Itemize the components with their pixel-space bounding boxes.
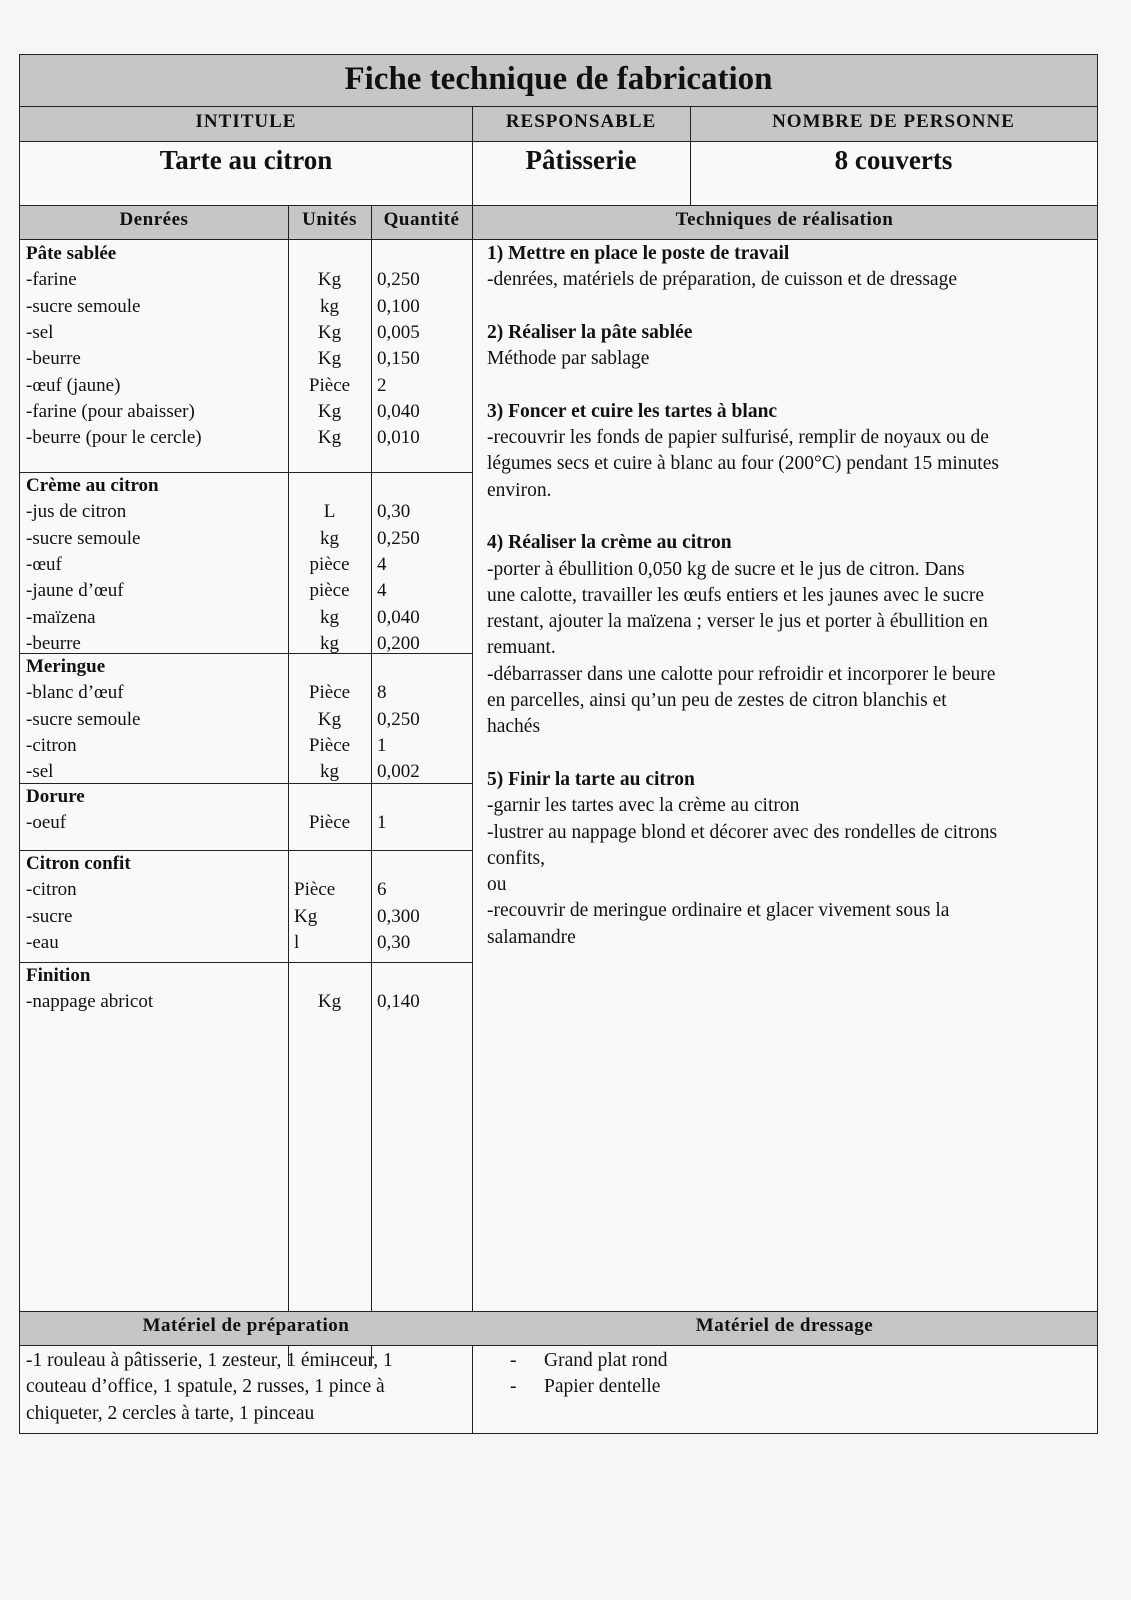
recipe-name: Tarte au citron bbox=[159, 145, 333, 175]
personnes-value: 8 couverts bbox=[834, 145, 953, 175]
ingredient-name: -jus de citron bbox=[26, 501, 127, 523]
sheet-title: Fiche technique de fabrication bbox=[20, 55, 1097, 106]
ingredient-name: -blanc d’œuf bbox=[26, 682, 124, 704]
ingredient-qty: 0,150 bbox=[377, 348, 420, 370]
materiel-preparation-list bbox=[26, 1348, 466, 1427]
ingredient-unit: Pièce bbox=[294, 879, 336, 901]
step-text: -recouvrir les fonds de papier sulfurisé, remplir de noyaux ou de bbox=[487, 427, 989, 449]
ingredient-unit: kg bbox=[320, 606, 339, 628]
step-title: 4) Réaliser la crème au citron bbox=[487, 532, 732, 554]
ingredient-unit: Pièce bbox=[308, 734, 351, 756]
col-denrees: Denrées bbox=[119, 209, 189, 230]
step-text: environ. bbox=[487, 479, 552, 501]
intitule-label: INTITULE bbox=[195, 111, 297, 132]
step-text: légumes secs et cuire à blanc au four (200°C) pendant 15 minutes bbox=[487, 453, 999, 475]
step-text: en parcelles, ainsi qu’un peu de zestes de citron blanchis et bbox=[487, 690, 947, 712]
materiel-preparation-line: -1 rouleau à pâtisserie, 1 zesteur, 1 émінceur, 1 bbox=[26, 1350, 393, 1371]
ingredient-unit: Kg bbox=[317, 427, 342, 449]
step-text: restant, ajouter la maïzena ; verser le jus et porter à ébullition en bbox=[487, 611, 988, 633]
ingredient-qty: 0,250 bbox=[377, 527, 420, 549]
ingredient-qty: 0,30 bbox=[377, 931, 411, 953]
ingredient-name: -farine bbox=[26, 269, 77, 291]
step-text: -recouvrir de meringue ordinaire et glacer vivement sous la bbox=[487, 900, 950, 922]
col-unites: Unités bbox=[302, 209, 357, 230]
step-text: ou bbox=[487, 874, 507, 896]
ingredient-name: -nappage abricot bbox=[26, 991, 154, 1013]
ingredient-qty: 1 bbox=[377, 734, 387, 756]
ingredient-qty: 1 bbox=[377, 812, 387, 834]
ingredient-name: -sucre semoule bbox=[26, 295, 141, 317]
step-text: salamandre bbox=[487, 926, 576, 948]
ingredient-name: -sucre bbox=[26, 905, 73, 927]
ingredient-unit: kg bbox=[320, 295, 339, 317]
col-quantite: Quantité bbox=[383, 209, 460, 230]
ingredient-qty: 0,300 bbox=[377, 905, 420, 927]
step-text: -débarrasser dans une calotte pour refroidir et incorporer le beure bbox=[487, 663, 996, 685]
step-text: -denrées, matériels de préparation, de cuisson et de dressage bbox=[487, 269, 957, 291]
ingredient-unit: Kg bbox=[294, 905, 318, 927]
ingredient-qty: 4 bbox=[377, 553, 387, 575]
ingredient-name: -eau bbox=[26, 931, 59, 953]
step-text: remuant. bbox=[487, 637, 556, 659]
ingredient-name: -sel bbox=[26, 321, 54, 343]
section-divider bbox=[20, 783, 472, 784]
ingredient-unit: Kg bbox=[317, 269, 342, 291]
step-text: Méthode par sablage bbox=[487, 348, 650, 370]
ingredient-unit: Kg bbox=[317, 708, 342, 730]
recipe-sheet bbox=[19, 54, 1098, 1434]
personnes-label: NOMBRE DE PERSONNE bbox=[772, 111, 1015, 132]
ingredient-unit: kg bbox=[320, 527, 339, 549]
ingredient-name: -oeuf bbox=[26, 812, 67, 834]
ingredient-qty: 0,140 bbox=[377, 991, 420, 1013]
ingredient-qty: 0,005 bbox=[377, 321, 420, 343]
techniques-list bbox=[487, 241, 1087, 951]
step-title: 5) Finir la tarte au citron bbox=[487, 768, 695, 790]
ingredient-qty: 0,010 bbox=[377, 427, 420, 449]
section-title: Finition bbox=[26, 965, 91, 986]
ingredient-name: -maïzena bbox=[26, 606, 96, 628]
ingredient-unit: Kg bbox=[317, 321, 342, 343]
ingredient-unit: L bbox=[323, 501, 336, 523]
ingredient-unit: pièce bbox=[309, 580, 350, 602]
materiel-preparation-label: Matériel de préparation bbox=[142, 1315, 350, 1336]
ingredient-name: -jaune d’œuf bbox=[26, 580, 124, 602]
ingredient-name: -œuf bbox=[26, 553, 62, 575]
ingredient-qty: 0,30 bbox=[377, 501, 411, 523]
ingredient-unit: Pièce bbox=[308, 812, 351, 834]
section-title: Citron confit bbox=[26, 853, 131, 874]
ingredient-name: -farine (pour abaisser) bbox=[26, 400, 195, 422]
col-techniques: Techniques de réalisation bbox=[675, 209, 894, 230]
ingredient-unit: kg bbox=[320, 632, 339, 654]
step-text: confits, bbox=[487, 847, 545, 869]
ingredient-name: -sucre semoule bbox=[26, 708, 141, 730]
ingredient-name: -œuf (jaune) bbox=[26, 374, 121, 396]
section-title: Pâte sablée bbox=[26, 243, 117, 264]
ingredient-unit: Kg bbox=[317, 400, 342, 422]
bullet-dash: - bbox=[510, 1350, 517, 1371]
ingredient-qty: 0,040 bbox=[377, 606, 420, 628]
ingredient-qty: 0,250 bbox=[377, 708, 420, 730]
ingredient-unit: Pièce bbox=[308, 682, 351, 704]
section-title: Crème au citron bbox=[26, 475, 159, 496]
ingredient-name: -citron bbox=[26, 879, 77, 901]
ingredient-unit: l bbox=[294, 931, 300, 953]
step-text: -porter à ébullition 0,050 kg de sucre et le jus de citron. Dans bbox=[487, 558, 965, 580]
materiel-dressage-label: Matériel de dressage bbox=[695, 1315, 874, 1336]
ingredient-name: -sel bbox=[26, 761, 54, 783]
ingredient-name: -citron bbox=[26, 734, 77, 756]
ingredient-name: -beurre bbox=[26, 348, 81, 370]
ingredient-qty: 8 bbox=[377, 682, 387, 704]
ingredient-qty: 0,200 bbox=[377, 632, 420, 654]
ingredient-name: -beurre bbox=[26, 632, 81, 654]
ingredient-qty: 0,100 bbox=[377, 295, 420, 317]
step-title: 3) Foncer et cuire les tartes à blanc bbox=[487, 400, 778, 422]
responsable-label: RESPONSABLE bbox=[505, 111, 657, 132]
materiel-dressage-item: - Papier dentelle bbox=[510, 1374, 1070, 1400]
ingredient-qty: 4 bbox=[377, 580, 387, 602]
bullet-dash: - bbox=[510, 1376, 517, 1398]
materiel-preparation-line: chiqueter, 2 cercles à tarte, 1 pinceau bbox=[26, 1402, 315, 1424]
step-title: 1) Mettre en place le poste de travail bbox=[487, 243, 790, 264]
ingredient-qty: 0,002 bbox=[377, 761, 420, 783]
ingredient-name: -sucre semoule bbox=[26, 527, 141, 549]
ingredient-unit: kg bbox=[320, 761, 339, 783]
step-text: une calotte, travailler les œufs entiers et les jaunes avec le sucre bbox=[487, 584, 985, 606]
ingredient-unit: Kg bbox=[317, 991, 342, 1013]
ingredient-qty: 2 bbox=[377, 374, 387, 396]
step-text: -lustrer au nappage blond et décorer avec des rondelles de citrons bbox=[487, 821, 998, 843]
responsable-value: Pâtisserie bbox=[525, 145, 637, 175]
step-title: 2) Réaliser la pâte sablée bbox=[487, 321, 693, 343]
section-title: Meringue bbox=[26, 656, 106, 677]
step-text: hachés bbox=[487, 716, 541, 738]
ingredient-name: -beurre (pour le cercle) bbox=[26, 427, 202, 449]
materiel-dressage-list bbox=[510, 1348, 1070, 1401]
section-title: Dorure bbox=[26, 786, 85, 807]
ingredient-qty: 0,250 bbox=[377, 269, 420, 291]
ingredient-unit: Kg bbox=[317, 348, 342, 370]
ingredient-qty: 6 bbox=[377, 879, 387, 901]
ingredient-qty: 0,040 bbox=[377, 400, 420, 422]
materiel-preparation-line: couteau d’office, 1 spatule, 2 russes, 1 pince à bbox=[26, 1376, 385, 1398]
materiel-dressage-item: - Grand plat rond bbox=[510, 1348, 1070, 1374]
step-text: -garnir les tartes avec la crème au citron bbox=[487, 795, 800, 817]
ingredient-unit: pièce bbox=[309, 553, 350, 575]
ingredient-unit: Pièce bbox=[308, 374, 351, 396]
